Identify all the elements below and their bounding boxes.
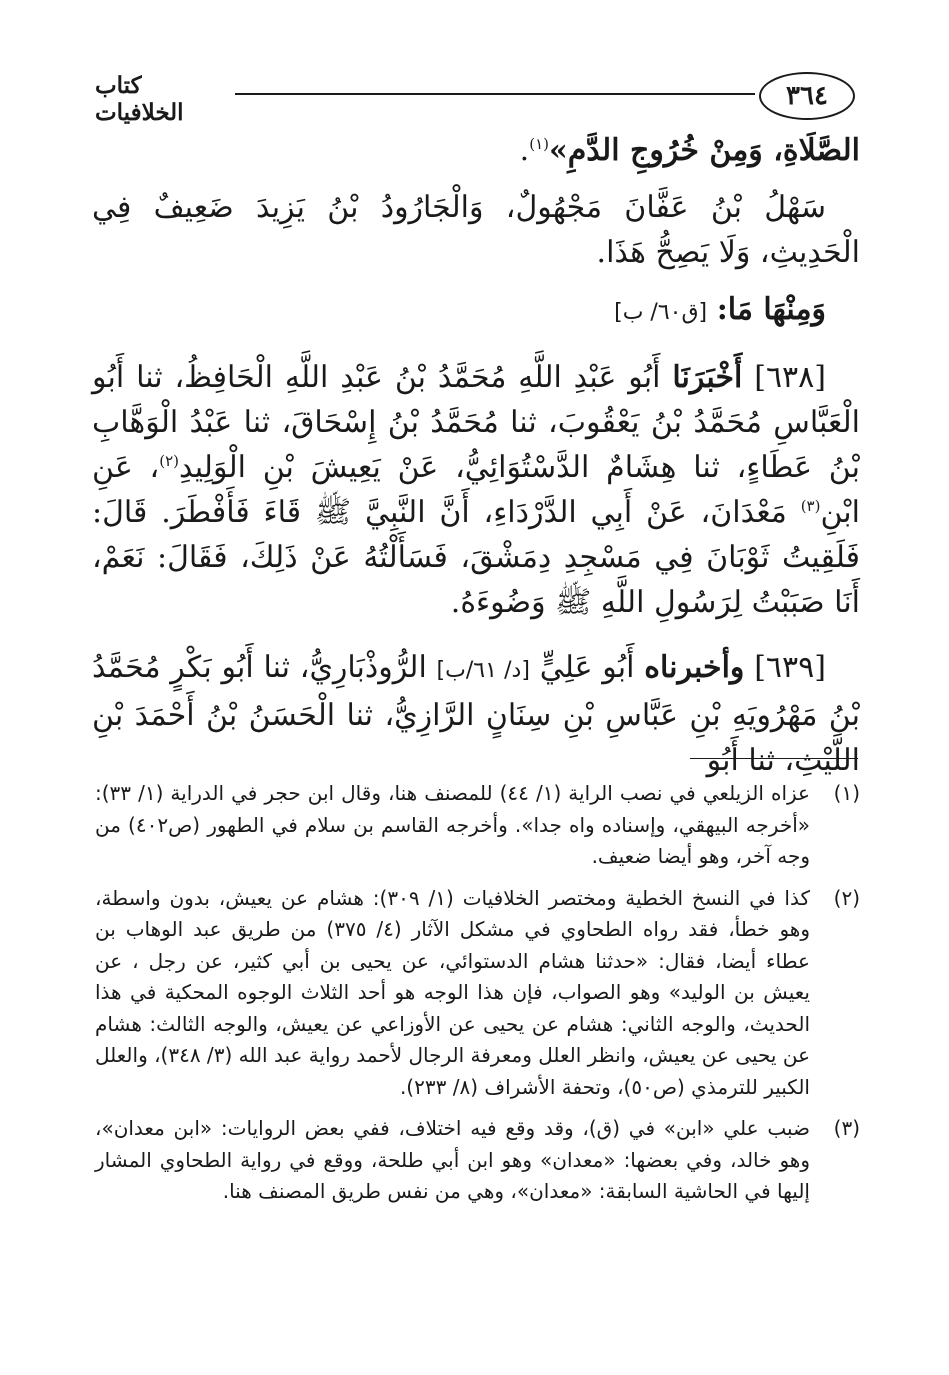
manuscript-ref-2: [د/ ٦١/ب]: [436, 658, 530, 683]
footnote-text: كذا في النسخ الخطية ومختصر الخلافيات (١/ ٣٠٩): هشام عن يعيش، بدون واسطة، وهو خطأ، فقد رواه الطحاوي في مشكل الآثار (٤/ ٣٧٥) من طريق عبد الوهاب بن عطاء أيضا، فقال: «حدثنا هشام الدستوائي، عن يحيى بن أبي كثير، عن رجل ، عن يعيش بن الوليد» وهو الصواب، فإن هذا الوجه هو أحد الثلاث الوجوه المحكية في هذا الحديث، والوجه الثاني: هشام عن يحيى عن الأوزاعي عن يعيش، والوجه الثالث: هشام عن يحيى عن يعيش، وانظر العلل ومعرفة الرجال لأحمد رواية عبد الله (٣/ ٣٤٨)، والعلل الكبير للترمذي (ص٥٠)، وتحفة الأشراف (٨/ ٢٣٣).: [95, 885, 810, 1099]
minha-label: وَمِنْهَا مَا:: [716, 292, 826, 327]
footnotes: [95, 778, 860, 1218]
note-ref-2[interactable]: (٢): [159, 452, 179, 470]
line-1: [92, 128, 860, 173]
note-ref-3[interactable]: (٣): [800, 497, 821, 515]
main-text: [92, 128, 860, 783]
page-number: ٣٦٤: [759, 72, 855, 120]
hadith-638-lead: أَخْبَرَنَا: [672, 360, 743, 395]
line1-end: .: [519, 133, 530, 168]
footnote-text: عزاه الزيلعي في نصب الراية (١/ ٤٤) للمصنف هنا، وقال ابن حجر في الدراية (١/ ٣٣): «أخرجه البيهقي، وإسناده واه جدا». وأخرجه القاسم بن سلام في الطهور (ص٤٠٢) من وجه آخر، وهو أيضا ضعيف.: [95, 781, 810, 868]
footnote-separator: [690, 758, 858, 759]
hadith-638-number: [٦٣٨]: [754, 360, 826, 395]
hadith-639-text-a: أَبُو عَلِيٍّ: [539, 650, 635, 685]
footnote: [95, 883, 860, 1104]
paragraph-2: سَهْلُ بْنُ عَفَّانَ مَجْهُولٌ، وَالْجَارُودُ بْنُ يَزِيدَ ضَعِيفٌ فِي الْحَدِيثِ، وَلَا يَصِحُّ هَذَا.: [92, 190, 860, 270]
minha-line: [92, 287, 860, 335]
footnote-number: (١): [833, 781, 860, 805]
note-ref-1[interactable]: (١): [529, 135, 549, 153]
footnote-text: ضبب علي «ابن» في (ق)، وقد وقع فيه اختلاف، ففي بعض الروايات: «ابن معدان»، وهو خالد، وفي بعضها: «معدان» وهو ابن أبي طلحة، ووقع في رواية الطحاوي المشار إليها في الحاشية السابقة: «معدان»، وهي من نفس طريق المصنف هنا.: [95, 1116, 810, 1203]
manuscript-ref: [ق٦٠/ ب]: [614, 300, 708, 325]
hadith-639-lead: وأخبرناه: [644, 650, 745, 685]
footnote-number: (٣): [833, 1116, 860, 1140]
footnote: [95, 778, 860, 873]
hadith-639-number: [٦٣٩]: [754, 650, 826, 685]
hadith-638-text-a: أَبُو عَبْدِ اللَّهِ مُحَمَّدُ بْنُ عَبْدِ اللَّهِ الْحَافِظُ، ثنا أَبُو الْعَبَّاسِ مُحَمَّدُ بْنُ يَعْقُوبَ، ثنا مُحَمَّدُ بْنُ إِسْحَاقَ، ثنا عَبْدُ الْوَهَّابِ بْنُ عَطَاءٍ، ثنا هِشَامٌ الدَّسْتُوَائِيُّ، عَنْ يَعِيشَ بْنِ الْوَلِيدِ: [92, 360, 860, 485]
hadith-639-text-b: الرُّوذْبَارِيُّ، ثنا أَبُو بَكْرٍ مُحَمَّدُ بْنُ مَهْرُويَهِ بْنِ عَبَّاسِ بْنِ سِنَانٍ الرَّازِيُّ، ثنا الْحَسَنُ بْنُ أَحْمَدَ بْنِ اللَّيْثِ، ثنا أَبُو: [92, 650, 860, 778]
hadith-639: [92, 645, 860, 783]
line1-text: الصَّلَاةِ، وَمِنْ خُرُوجِ الدَّمِ»: [548, 133, 860, 168]
header-rule: [235, 93, 755, 95]
book-title: كتاب الخلافيات: [95, 72, 184, 126]
page-header: [95, 68, 855, 128]
hadith-638-text-b: ، عَنِ ابْنِ: [92, 450, 860, 530]
hadith-638-text-c: مَعْدَانَ، عَنْ أَبِي الدَّرْدَاءِ، أَنَّ النَّبِيَّ ﷺ قَاءَ فَأَفْطَرَ. قَالَ: فَلَقِيتُ ثَوْبَانَ فِي مَسْجِدِ دِمَشْقَ، فَسَأَلْتُهُ عَنْ ذَلِكَ، فَقَالَ: نَعَمْ، أَنَا صَبَبْتُ لِرَسُولِ اللَّهِ ﷺ وَضُوءَهُ.: [92, 495, 860, 620]
hadith-638: [92, 355, 860, 625]
footnote-number: (٢): [833, 885, 860, 910]
footnote: [95, 1113, 860, 1208]
